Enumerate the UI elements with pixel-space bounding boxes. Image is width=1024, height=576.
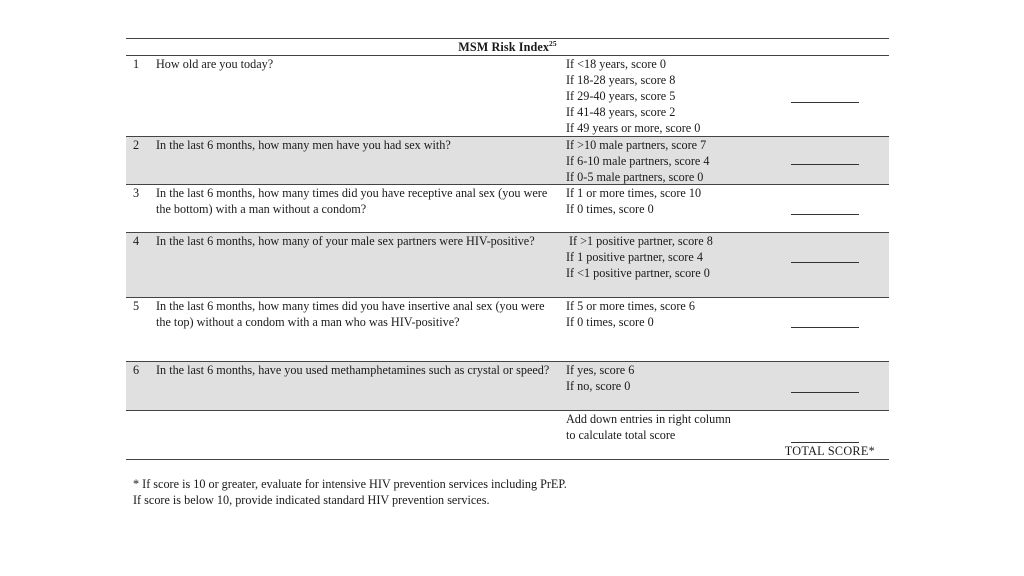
- scoring-line: If 18-28 years, score 8: [566, 73, 676, 87]
- scoring-criteria: [566, 137, 776, 185]
- scoring-line: If 5 or more times, score 6: [566, 299, 695, 313]
- scoring-line: If 29-40 years, score 5: [566, 89, 676, 103]
- footnote: [133, 476, 567, 508]
- score-entry-blank[interactable]: [791, 262, 859, 263]
- scoring-line: If <1 positive partner, score 0: [566, 266, 710, 280]
- total-score-row: [126, 411, 889, 460]
- total-score-label: TOTAL SCORE*: [784, 444, 875, 458]
- scoring-line: If >10 male partners, score 7: [566, 138, 707, 152]
- question-text: In the last 6 months, how many men have you had sex with?: [156, 138, 451, 152]
- scoring-criteria: [566, 185, 776, 217]
- total-instruction-line: Add down entries in right column: [566, 412, 731, 426]
- footnote-line: * If score is 10 or greater, evaluate for intensive HIV prevention services including PrEP.: [133, 477, 567, 491]
- scoring-line: If >1 positive partner, score 8: [569, 234, 713, 248]
- question-number: 2: [133, 138, 140, 152]
- question-text: How old are you today?: [156, 57, 274, 71]
- scoring-criteria: [566, 298, 776, 330]
- score-entry-blank[interactable]: [791, 102, 859, 103]
- scoring-line: If <18 years, score 0: [566, 57, 666, 71]
- risk-index-table: [126, 38, 889, 460]
- question-number: 4: [133, 234, 140, 248]
- score-entry-blank[interactable]: [791, 164, 859, 165]
- question-row-3: [126, 185, 889, 233]
- total-instructions: [566, 411, 776, 443]
- score-entry-blank[interactable]: [791, 214, 859, 215]
- score-entry-blank[interactable]: [791, 327, 859, 328]
- question-row-1: [126, 56, 889, 137]
- scoring-line: If 0 times, score 0: [566, 315, 654, 329]
- question-text: In the last 6 months, how many times did you have insertive anal sex (you were the top) without a condom with a man who was HIV-positive?: [156, 299, 545, 329]
- question-row-6: [126, 362, 889, 411]
- question-text: In the last 6 months, how many times did you have receptive anal sex (you were the bottom) with a man without a condom?: [156, 186, 548, 216]
- scoring-criteria: [566, 233, 776, 281]
- question-number: 3: [133, 186, 140, 200]
- question-number: 5: [133, 299, 140, 313]
- title-reference-superscript: 25: [549, 38, 557, 48]
- scoring-line: If 1 or more times, score 10: [566, 186, 702, 200]
- scoring-line: If 0 times, score 0: [566, 202, 654, 216]
- question-text: In the last 6 months, how many of your male sex partners were HIV-positive?: [156, 234, 535, 248]
- total-instruction-line: to calculate total score: [566, 428, 676, 442]
- question-text: In the last 6 months, have you used methamphetamines such as crystal or speed?: [156, 363, 550, 377]
- scoring-line: If 6-10 male partners, score 4: [566, 154, 710, 168]
- question-number: 6: [133, 363, 140, 377]
- question-row-5: [126, 298, 889, 362]
- question-row-4: [126, 233, 889, 298]
- scoring-line: If 41-48 years, score 2: [566, 105, 676, 119]
- question-row-2: [126, 137, 889, 185]
- score-entry-blank[interactable]: [791, 392, 859, 393]
- scoring-criteria: [566, 56, 776, 136]
- table-title: [126, 38, 889, 56]
- scoring-criteria: [566, 362, 776, 394]
- scoring-line: If 49 years or more, score 0: [566, 121, 701, 135]
- scoring-line: If yes, score 6: [566, 363, 635, 377]
- footnote-line: If score is below 10, provide indicated standard HIV prevention services.: [133, 493, 490, 507]
- question-number: 1: [133, 57, 140, 71]
- scoring-line: If no, score 0: [566, 379, 631, 393]
- table-title-text: MSM Risk Index: [458, 40, 550, 54]
- scoring-line: If 0-5 male partners, score 0: [566, 170, 704, 184]
- scoring-line: If 1 positive partner, score 4: [566, 250, 703, 264]
